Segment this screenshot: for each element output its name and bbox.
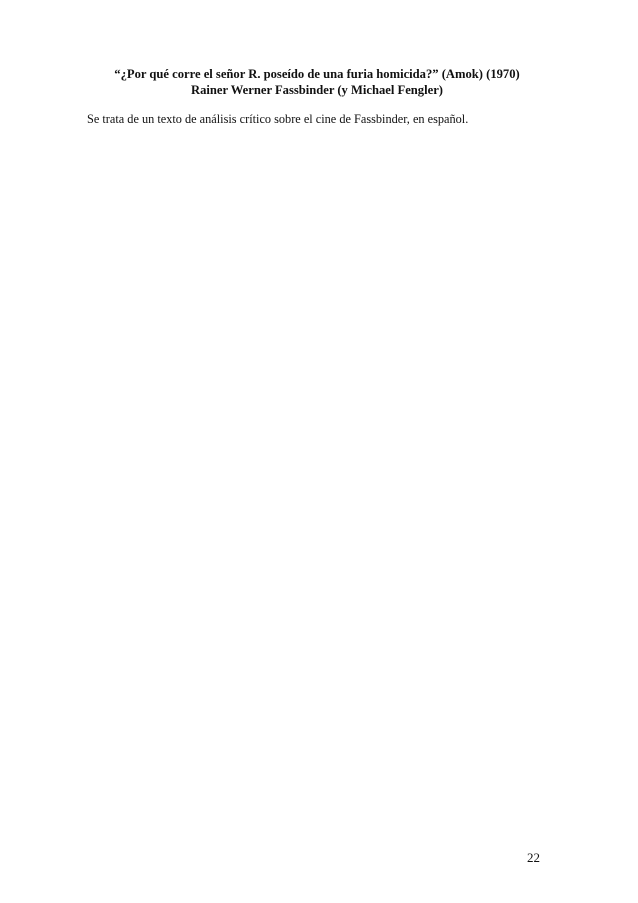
page-number: 22 xyxy=(527,850,540,865)
paragraph-1: Se trata de un texto de análisis crítico sobre el cine de Fassbinder, en español. xyxy=(87,112,469,126)
document-page xyxy=(87,66,547,144)
document-title xyxy=(87,66,547,98)
title-line-2: Rainer Werner Fassbinder (y Michael Fengler) xyxy=(191,83,443,97)
title-line-1: “¿Por qué corre el señor R. poseído de una furia homicida?” (Amok) (1970) xyxy=(114,67,520,81)
